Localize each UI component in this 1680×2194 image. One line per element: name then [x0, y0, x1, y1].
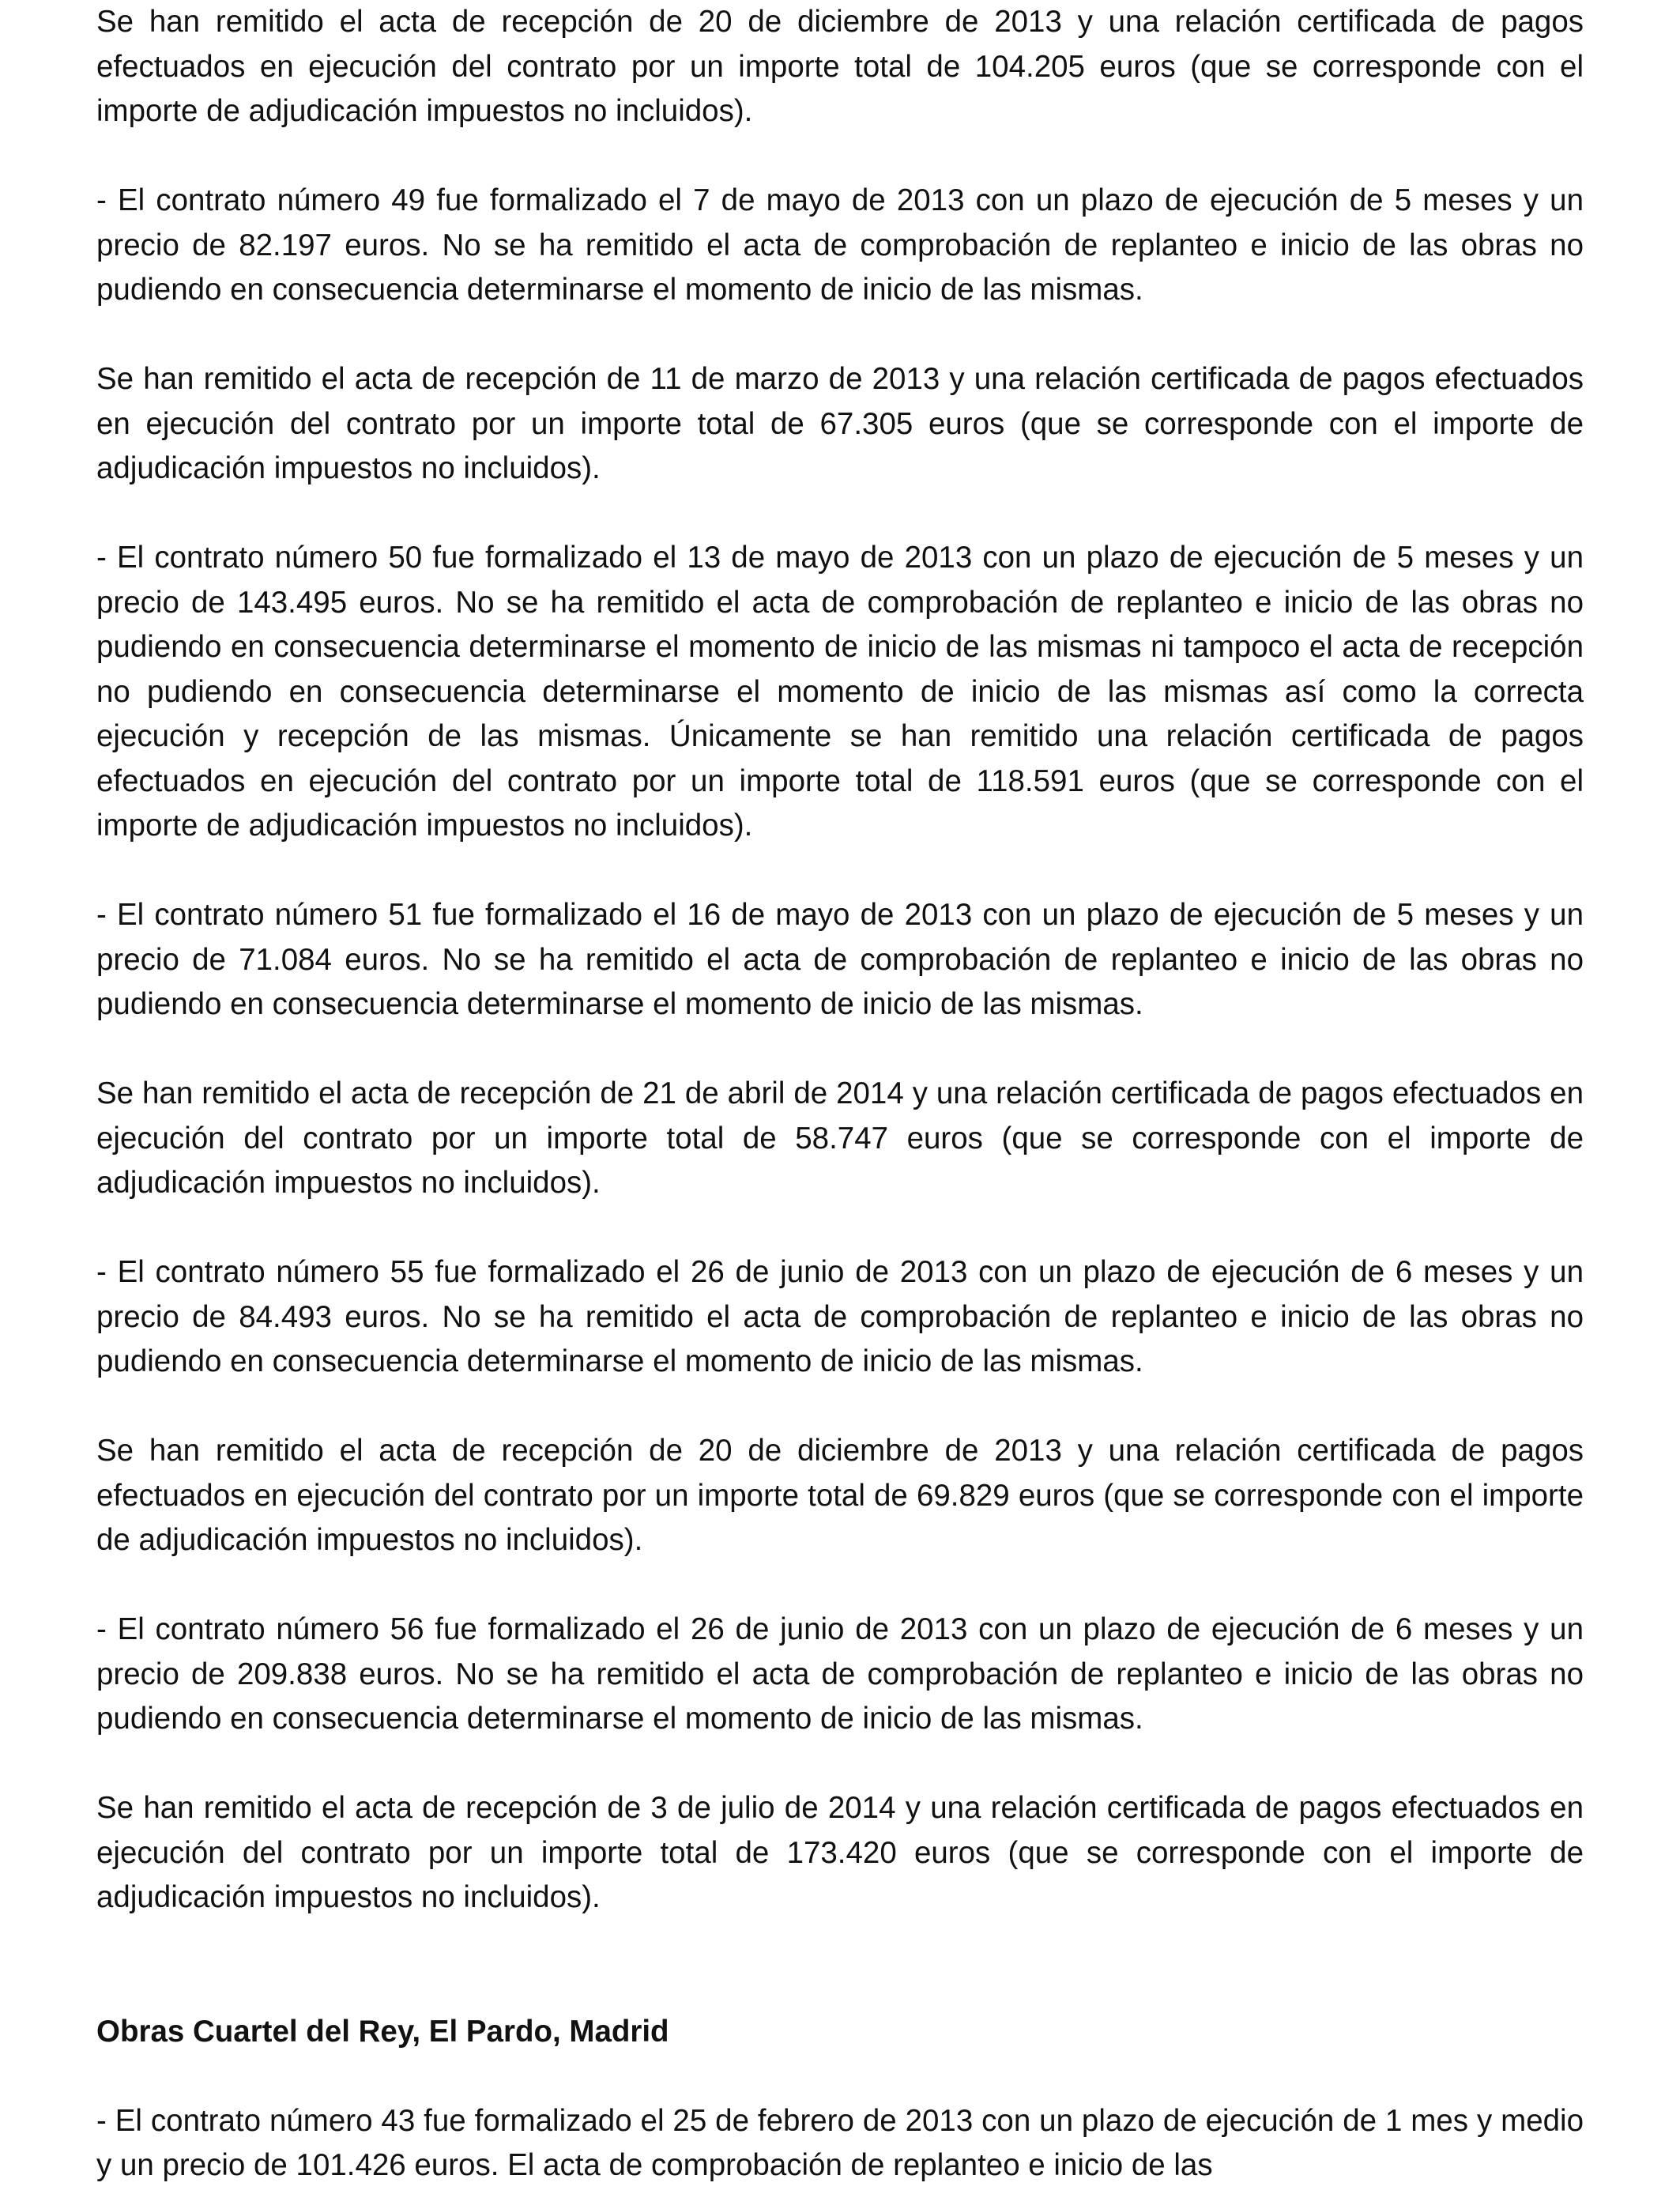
paragraph-spacer [96, 492, 1584, 537]
paragraph-2: - El contrato número 49 fue formalizado el 7 de mayo de 2013 con un plazo de ejecución de 5 meses y un precio de 82.197 euros. No se ha remitido el acta de comprobación de replanteo e inicio de las obras no pudiendo en consecuencia determinarse el momento de inicio de las mismas. [96, 183, 1584, 307]
final-paragraph: - El contrato número 43 fue formalizado el 25 de febrero de 2013 con un plazo de ejecución de 1 mes y medio y un precio de 101.426 euros. El acta de comprobación de replanteo e inicio de las [96, 2103, 1584, 2182]
section-heading: Obras Cuartel del Rey, El Pardo, Madrid [96, 2014, 669, 2049]
paragraph-spacer [96, 313, 1584, 358]
section-spacer [96, 1921, 1584, 2010]
paragraph-6: Se han remitido el acta de recepción de 21 de abril de 2014 y una relación certificada de pagos efectuados en ejecución del contrato por un importe total de 58.747 euros (que se corresponde con el importe de adjudicación impuestos no incluidos). [96, 1076, 1584, 1200]
paragraph-spacer [96, 1385, 1584, 1430]
paragraph-8: Se han remitido el acta de recepción de 20 de diciembre de 2013 y una relación certificada de pagos efectuados en ejecución del contrato por un importe total de 69.829 euros (que se corresponde con el importe de adjudicación impuestos no incluidos). [96, 1434, 1584, 1557]
paragraph-9: - El contrato número 56 fue formalizado el 26 de junio de 2013 con un plazo de ejecución de 6 meses y un precio de 209.838 euros. No se ha remitido el acta de comprobación de replanteo e inicio de las obras no pudiendo en consecuencia determinarse el momento de inicio de las mismas. [96, 1612, 1584, 1736]
paragraph-spacer [96, 2054, 1584, 2099]
paragraph-5: - El contrato número 51 fue formalizado el 16 de mayo de 2013 con un plazo de ejecución de 5 meses y un precio de 71.084 euros. No se ha remitido el acta de comprobación de replanteo e inicio de las obras no pudiendo en consecuencia determinarse el momento de inicio de las mismas. [96, 898, 1584, 1021]
paragraph-spacer [96, 1206, 1584, 1251]
paragraph-1: Se han remitido el acta de recepción de 20 de diciembre de 2013 y una relación certificada de pagos efectuados en ejecución del contrato por un importe total de 104.205 euros (que se corresponde con el importe de adjudicación impuestos no incluidos). [96, 5, 1584, 128]
paragraph-spacer [96, 134, 1584, 179]
paragraph-7: - El contrato número 55 fue formalizado el 26 de junio de 2013 con un plazo de ejecución de 6 meses y un precio de 84.493 euros. No se ha remitido el acta de comprobación de replanteo e inicio de las obras no pudiendo en consecuencia determinarse el momento de inicio de las mismas. [96, 1255, 1584, 1378]
paragraph-4: - El contrato número 50 fue formalizado el 13 de mayo de 2013 con un plazo de ejecución de 5 meses y un precio de 143.495 euros. No se ha remitido el acta de comprobación de replanteo e inicio de las obras no pudiendo en consecuencia determinarse el momento de inicio de las mismas ni tampoco el acta de recepción no pudiendo en consecuencia determinarse el momento de inicio de las mismas así como la correcta ejecución y recepción de las mismas. Únicamente se han remitido una relación certificada de pagos efectuados en ejecución del contrato por un importe total de 118.591 euros (que se corresponde con el importe de adjudicación impuestos no incluidos). [96, 541, 1584, 843]
paragraph-10: Se han remitido el acta de recepción de 3 de julio de 2014 y una relación certificada de pagos efectuados en ejecución del contrato por un importe total de 173.420 euros (que se corresponde con el importe de adjudicación impuestos no incluidos). [96, 1791, 1584, 1914]
paragraph-spacer [96, 1027, 1584, 1072]
paragraph-spacer [96, 849, 1584, 894]
document-page [96, 0, 1584, 2188]
paragraph-spacer [96, 1742, 1584, 1787]
paragraph-spacer [96, 1563, 1584, 1608]
paragraph-3: Se han remitido el acta de recepción de 11 de marzo de 2013 y una relación certificada de pagos efectuados en ejecución del contrato por un importe total de 67.305 euros (que se corresponde con el importe de adjudicación impuestos no incluidos). [96, 362, 1584, 485]
